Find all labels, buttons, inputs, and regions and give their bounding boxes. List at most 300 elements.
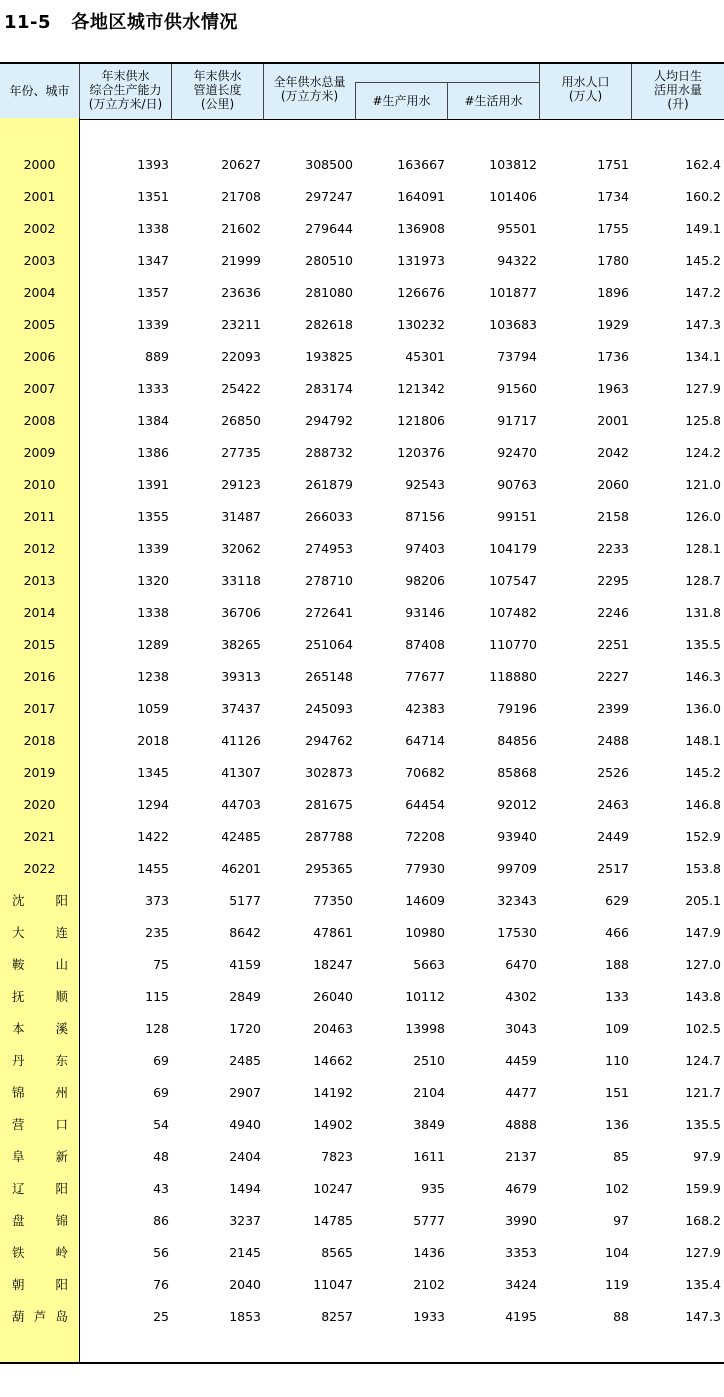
table-cell: 153.8 [685, 861, 721, 876]
table-cell: 41307 [221, 765, 261, 780]
table-cell: 75 [153, 957, 169, 972]
table-cell: 85 [613, 1149, 629, 1164]
table-cell: 21999 [221, 253, 261, 268]
table-cell: 188 [605, 957, 629, 972]
table-cell: 889 [145, 349, 169, 364]
table-cell: 2526 [597, 765, 629, 780]
table-row [0, 597, 724, 629]
table-cell: 101877 [489, 285, 537, 300]
table-cell: 145.2 [685, 253, 721, 268]
table-header [0, 62, 724, 120]
table-cell: 466 [605, 925, 629, 940]
table-cell: 37437 [221, 701, 261, 716]
table-cell: 121.0 [685, 477, 721, 492]
city-char: 岛 [55, 1309, 68, 1324]
city-char: 锦 [12, 1085, 25, 1100]
table-cell: 20627 [221, 157, 261, 172]
table-cell: 287788 [305, 829, 353, 844]
table-cell: 26040 [313, 989, 353, 1004]
table-cell: 41126 [221, 733, 261, 748]
row-label-city [12, 1301, 68, 1333]
table-cell: 73794 [497, 349, 537, 364]
table-cell: 146.3 [685, 669, 721, 684]
table-cell: 1339 [137, 317, 169, 332]
table-cell: 7823 [321, 1149, 353, 1164]
row-label-city [12, 1045, 68, 1077]
table-cell: 1238 [137, 669, 169, 684]
table-row [0, 821, 724, 853]
table-cell: 13998 [405, 1021, 445, 1036]
row-label-city [12, 981, 68, 1013]
table-cell: 1320 [137, 573, 169, 588]
table-cell: 1355 [137, 509, 169, 524]
table-cell: 32062 [221, 541, 261, 556]
row-label-year: 2015 [23, 637, 56, 652]
table-cell: 87408 [405, 637, 445, 652]
table-cell: 151 [605, 1085, 629, 1100]
row-label-year: 2017 [23, 701, 56, 716]
table-cell: 5663 [413, 957, 445, 972]
table-cell: 2488 [597, 733, 629, 748]
row-label-city [12, 1269, 68, 1301]
table-cell: 1333 [137, 381, 169, 396]
table-cell: 145.2 [685, 765, 721, 780]
city-char: 东 [55, 1053, 68, 1068]
table-row [0, 437, 724, 469]
table-cell: 147.9 [685, 925, 721, 940]
row-label-year: 2007 [23, 381, 56, 396]
table-cell: 272641 [305, 605, 353, 620]
row-label-year: 2016 [23, 669, 56, 684]
row-label-year: 2021 [23, 829, 56, 844]
table-row [0, 405, 724, 437]
table-cell: 2399 [597, 701, 629, 716]
table-cell: 25 [153, 1309, 169, 1324]
table-cell: 131973 [397, 253, 445, 268]
table-row [0, 1301, 724, 1333]
table-cell: 64714 [405, 733, 445, 748]
header-total: 全年供水总量 (万立方米) [273, 75, 346, 103]
row-label-city [12, 1109, 68, 1141]
table-cell: 4888 [505, 1117, 537, 1132]
row-label-city [12, 1173, 68, 1205]
table-cell: 261879 [305, 477, 353, 492]
table-cell: 126676 [397, 285, 445, 300]
table-row [0, 277, 724, 309]
table-cell: 4459 [505, 1053, 537, 1068]
table-cell: 133 [605, 989, 629, 1004]
table-cell: 159.9 [685, 1181, 721, 1196]
table-cell: 29123 [221, 477, 261, 492]
city-char: 连 [55, 925, 68, 940]
table-cell: 1455 [137, 861, 169, 876]
table-cell: 43 [153, 1181, 169, 1196]
table-cell: 10980 [405, 925, 445, 940]
table-cell: 274953 [305, 541, 353, 556]
row-label-city [12, 1013, 68, 1045]
table-row [0, 757, 724, 789]
table-cell: 21708 [221, 189, 261, 204]
table-cell: 1734 [597, 189, 629, 204]
row-label-year: 2018 [23, 733, 56, 748]
city-char: 鞍 [12, 957, 25, 972]
table-cell: 2510 [413, 1053, 445, 1068]
table-cell: 8257 [321, 1309, 353, 1324]
table-cell: 1294 [137, 797, 169, 812]
table-cell: 64454 [405, 797, 445, 812]
city-char: 阜 [12, 1149, 25, 1164]
table-cell: 935 [421, 1181, 445, 1196]
city-char: 朝 [12, 1277, 25, 1292]
table-row [0, 469, 724, 501]
table-cell: 110 [605, 1053, 629, 1068]
table-cell: 99151 [497, 509, 537, 524]
table-cell: 124.7 [685, 1053, 721, 1068]
table-cell: 373 [145, 893, 169, 908]
table-cell: 128 [145, 1021, 169, 1036]
table-cell: 128.7 [685, 573, 721, 588]
row-label-city [12, 885, 68, 917]
table-cell: 93940 [497, 829, 537, 844]
table-cell: 102.5 [685, 1021, 721, 1036]
row-label-year: 2001 [23, 189, 56, 204]
header-production: #生产用水 [372, 94, 431, 108]
table-cell: 11047 [313, 1277, 353, 1292]
table-cell: 160.2 [685, 189, 721, 204]
table-cell: 251064 [305, 637, 353, 652]
table-cell: 1339 [137, 541, 169, 556]
table-row [0, 309, 724, 341]
table-cell: 1393 [137, 157, 169, 172]
table-cell: 134.1 [685, 349, 721, 364]
table-cell: 14902 [313, 1117, 353, 1132]
table-cell: 294792 [305, 413, 353, 428]
table-cell: 31487 [221, 509, 261, 524]
table-cell: 5177 [229, 893, 261, 908]
table-cell: 288732 [305, 445, 353, 460]
table-cell: 163667 [397, 157, 445, 172]
table-cell: 5777 [413, 1213, 445, 1228]
table-cell: 77930 [405, 861, 445, 876]
table-cell: 2001 [597, 413, 629, 428]
table-cell: 2251 [597, 637, 629, 652]
table-cell: 1494 [229, 1181, 261, 1196]
table-cell: 127.9 [685, 1245, 721, 1260]
row-label-year: 2013 [23, 573, 56, 588]
table-cell: 1059 [137, 701, 169, 716]
table-cell: 99709 [497, 861, 537, 876]
city-char: 葫 [12, 1309, 25, 1324]
table-cell: 76 [153, 1277, 169, 1292]
table-cell: 148.1 [685, 733, 721, 748]
table-cell: 147.3 [685, 1309, 721, 1324]
table-cell: 4940 [229, 1117, 261, 1132]
page-title: 11-5 各地区城市供水情况 [4, 12, 238, 33]
table-cell: 85868 [497, 765, 537, 780]
table-row [0, 1013, 724, 1045]
table-cell: 3237 [229, 1213, 261, 1228]
table-cell: 25422 [221, 381, 261, 396]
table-cell: 135.5 [685, 637, 721, 652]
table-cell: 4195 [505, 1309, 537, 1324]
table-cell: 149.1 [685, 221, 721, 236]
table-cell: 121.7 [685, 1085, 721, 1100]
table-cell: 168.2 [685, 1213, 721, 1228]
table-cell: 121342 [397, 381, 445, 396]
table-cell: 119 [605, 1277, 629, 1292]
table-cell: 205.1 [685, 893, 721, 908]
table-row [0, 181, 724, 213]
table-cell: 101406 [489, 189, 537, 204]
table-cell: 32343 [497, 893, 537, 908]
table-cell: 1720 [229, 1021, 261, 1036]
table-cell: 92470 [497, 445, 537, 460]
table-cell: 26850 [221, 413, 261, 428]
table-cell: 308500 [305, 157, 353, 172]
row-label-city [12, 1205, 68, 1237]
table-cell: 1347 [137, 253, 169, 268]
table-cell: 107482 [489, 605, 537, 620]
table-cell: 18247 [313, 957, 353, 972]
table-cell: 1386 [137, 445, 169, 460]
table-cell: 97.9 [693, 1149, 721, 1164]
table-cell: 27735 [221, 445, 261, 460]
table-cell: 104179 [489, 541, 537, 556]
city-char: 本 [12, 1021, 25, 1036]
table-cell: 10112 [405, 989, 445, 1004]
header-region: 年份、城市 [9, 84, 70, 98]
table-cell: 295365 [305, 861, 353, 876]
table-cell: 1345 [137, 765, 169, 780]
table-cell: 1751 [597, 157, 629, 172]
row-label-year: 2020 [23, 797, 56, 812]
table-cell: 281675 [305, 797, 353, 812]
table-cell: 23636 [221, 285, 261, 300]
row-label-year: 2010 [23, 477, 56, 492]
table-cell: 136.0 [685, 701, 721, 716]
table-cell: 14609 [405, 893, 445, 908]
row-label-year: 2012 [23, 541, 56, 556]
table-cell: 1736 [597, 349, 629, 364]
city-char: 芦 [33, 1309, 47, 1324]
table-cell: 2246 [597, 605, 629, 620]
table-cell: 2449 [597, 829, 629, 844]
table-row [0, 501, 724, 533]
row-label-year: 2004 [23, 285, 56, 300]
table-cell: 3424 [505, 1277, 537, 1292]
table-cell: 2040 [229, 1277, 261, 1292]
table-cell: 1853 [229, 1309, 261, 1324]
table-cell: 1357 [137, 285, 169, 300]
table-cell: 2517 [597, 861, 629, 876]
table-cell: 14192 [313, 1085, 353, 1100]
table-cell: 297247 [305, 189, 353, 204]
table-cell: 8642 [229, 925, 261, 940]
table-cell: 283174 [305, 381, 353, 396]
table-cell: 20463 [313, 1021, 353, 1036]
row-label-year: 2006 [23, 349, 56, 364]
table-cell: 38265 [221, 637, 261, 652]
table-cell: 1351 [137, 189, 169, 204]
table-cell: 93146 [405, 605, 445, 620]
table-cell: 147.2 [685, 285, 721, 300]
table-cell: 1289 [137, 637, 169, 652]
table-cell: 6470 [505, 957, 537, 972]
table-cell: 90763 [497, 477, 537, 492]
table-cell: 2145 [229, 1245, 261, 1260]
table-cell: 2463 [597, 797, 629, 812]
table-row [0, 693, 724, 725]
table-cell: 92543 [405, 477, 445, 492]
table-row [0, 1045, 724, 1077]
table-cell: 120376 [397, 445, 445, 460]
table-cell: 72208 [405, 829, 445, 844]
table-cell: 115 [145, 989, 169, 1004]
table-cell: 2042 [597, 445, 629, 460]
table-row [0, 789, 724, 821]
table-cell: 103812 [489, 157, 537, 172]
header-capacity: 年末供水 综合生产能力 (万立方米/日) [88, 69, 163, 111]
table-cell: 14785 [313, 1213, 353, 1228]
table-cell: 4477 [505, 1085, 537, 1100]
table-cell: 2404 [229, 1149, 261, 1164]
table-cell: 2295 [597, 573, 629, 588]
city-char: 抚 [12, 989, 25, 1004]
table-cell: 135.5 [685, 1117, 721, 1132]
table-cell: 47861 [313, 925, 353, 940]
row-label-year: 2014 [23, 605, 56, 620]
table-cell: 279644 [305, 221, 353, 236]
table-row [0, 1077, 724, 1109]
table-cell: 2060 [597, 477, 629, 492]
table-cell: 2018 [137, 733, 169, 748]
table-cell: 1338 [137, 605, 169, 620]
table-cell: 91717 [497, 413, 537, 428]
table-cell: 42485 [221, 829, 261, 844]
table-cell: 3849 [413, 1117, 445, 1132]
table-cell: 110770 [489, 637, 537, 652]
row-label-year: 2011 [23, 509, 56, 524]
table-cell: 70682 [405, 765, 445, 780]
table-cell: 88 [613, 1309, 629, 1324]
table-cell: 135.4 [685, 1277, 721, 1292]
table-row [0, 341, 724, 373]
table-cell: 95501 [497, 221, 537, 236]
table-cell: 127.9 [685, 381, 721, 396]
table-cell: 91560 [497, 381, 537, 396]
table-cell: 193825 [305, 349, 353, 364]
table-row [0, 1173, 724, 1205]
table-cell: 36706 [221, 605, 261, 620]
table-cell: 48 [153, 1149, 169, 1164]
table-row [0, 1109, 724, 1141]
table-cell: 2849 [229, 989, 261, 1004]
table-cell: 92012 [497, 797, 537, 812]
header-population: 用水人口 (万人) [561, 75, 610, 103]
table-body [0, 118, 724, 1363]
table-cell: 84856 [497, 733, 537, 748]
table-cell: 1929 [597, 317, 629, 332]
city-char: 阳 [55, 1181, 68, 1196]
table-cell: 1436 [413, 1245, 445, 1260]
table-cell: 136 [605, 1117, 629, 1132]
table-bottom-rule [0, 1362, 724, 1364]
table-cell: 44703 [221, 797, 261, 812]
table-cell: 266033 [305, 509, 353, 524]
row-label-year: 2022 [23, 861, 56, 876]
table-cell: 1896 [597, 285, 629, 300]
table-cell: 98206 [405, 573, 445, 588]
table-cell: 146.8 [685, 797, 721, 812]
table-cell: 294762 [305, 733, 353, 748]
table-row [0, 885, 724, 917]
table-cell: 45301 [405, 349, 445, 364]
table-row [0, 853, 724, 885]
table-cell: 235 [145, 925, 169, 940]
table-cell: 2102 [413, 1277, 445, 1292]
table-cell: 118880 [489, 669, 537, 684]
table-cell: 281080 [305, 285, 353, 300]
table-cell: 125.8 [685, 413, 721, 428]
table-cell: 17530 [497, 925, 537, 940]
table-cell: 3990 [505, 1213, 537, 1228]
row-label-city [12, 1077, 68, 1109]
table-cell: 1422 [137, 829, 169, 844]
table-row [0, 533, 724, 565]
table-cell: 136908 [397, 221, 445, 236]
table-cell: 97403 [405, 541, 445, 556]
table-cell: 79196 [497, 701, 537, 716]
city-char: 新 [55, 1149, 68, 1164]
table-cell: 39313 [221, 669, 261, 684]
row-label-year: 2000 [23, 157, 56, 172]
city-char: 口 [55, 1117, 68, 1132]
table-cell: 4679 [505, 1181, 537, 1196]
table-cell: 126.0 [685, 509, 721, 524]
city-char: 辽 [12, 1181, 25, 1196]
table-row [0, 213, 724, 245]
table-cell: 10247 [313, 1181, 353, 1196]
row-label-city [12, 949, 68, 981]
table-cell: 2158 [597, 509, 629, 524]
table-cell: 130232 [397, 317, 445, 332]
table-cell: 21602 [221, 221, 261, 236]
row-label-year: 2019 [23, 765, 56, 780]
row-label-year: 2008 [23, 413, 56, 428]
table-cell: 42383 [405, 701, 445, 716]
table-cell: 102 [605, 1181, 629, 1196]
city-char: 顺 [55, 989, 68, 1004]
table-cell: 629 [605, 893, 629, 908]
table-cell: 56 [153, 1245, 169, 1260]
header-percapita: 人均日生 活用水量 (升) [653, 69, 702, 111]
city-char: 沈 [12, 893, 25, 908]
table-row [0, 917, 724, 949]
table-cell: 3353 [505, 1245, 537, 1260]
table-cell: 1384 [137, 413, 169, 428]
city-char: 阳 [55, 893, 68, 908]
city-char: 州 [55, 1085, 68, 1100]
table-cell: 162.4 [685, 157, 721, 172]
row-label-city [12, 917, 68, 949]
city-char: 盘 [12, 1213, 25, 1228]
table-cell: 77350 [313, 893, 353, 908]
city-char: 大 [12, 925, 25, 940]
table-cell: 278710 [305, 573, 353, 588]
table-cell: 1391 [137, 477, 169, 492]
table-row [0, 725, 724, 757]
table-cell: 152.9 [685, 829, 721, 844]
